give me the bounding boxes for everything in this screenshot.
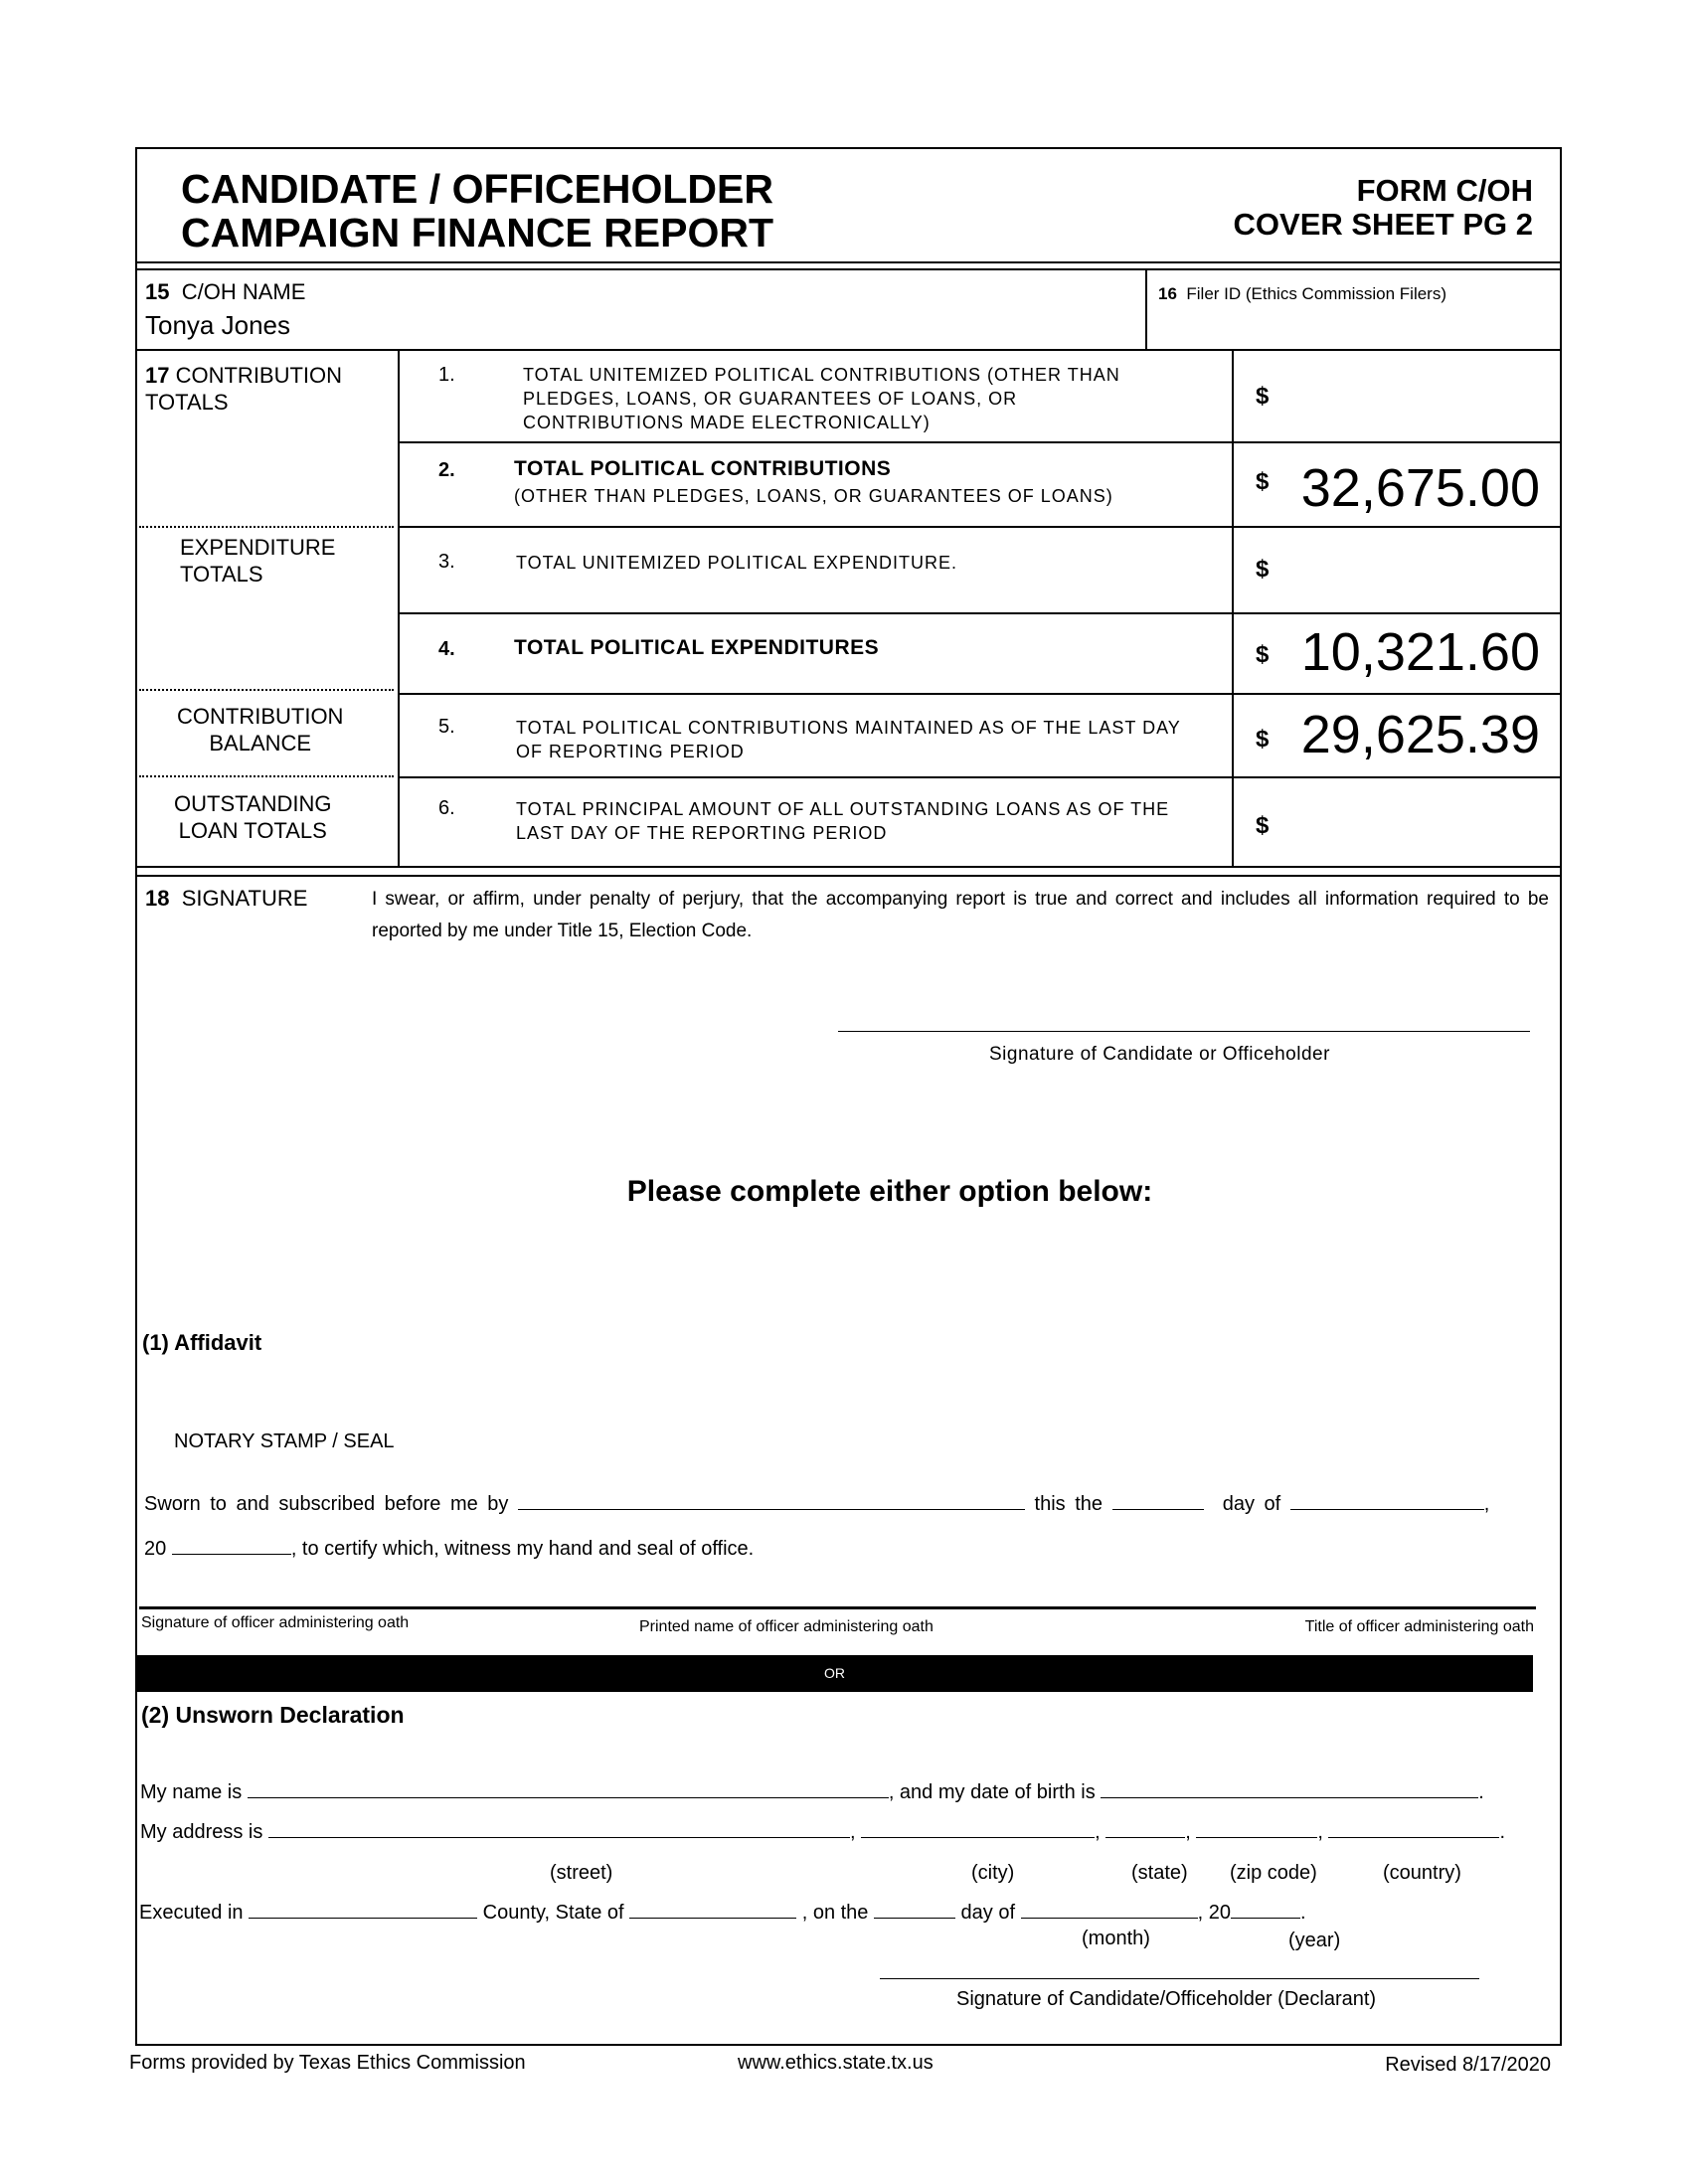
signature-statement: I swear, or affirm, under penalty of perjury, that the accompanying report is true and correct and includes all information required to be reported by me under Title 15, Election Code.: [372, 889, 1549, 941]
row-number: 2.: [438, 459, 455, 481]
city-caption: (city): [971, 1862, 1015, 1884]
currency-symbol: $: [1256, 468, 1270, 495]
month-field[interactable]: [1290, 1490, 1484, 1510]
currency-symbol: $: [1256, 726, 1270, 753]
row-description: TOTAL PRINCIPAL AMOUNT OF ALL OUTSTANDING LOANS AS OF THE LAST DAY OF THE REPORTING PERIOD: [516, 799, 1170, 843]
officer-name-caption: Printed name of officer administering oath: [639, 1618, 934, 1635]
officer-signature-caption: Signature of officer administering oath: [141, 1614, 410, 1631]
state-of-field[interactable]: [629, 1899, 796, 1919]
signature-label: 18 SIGNATURE: [145, 886, 308, 911]
or-divider-bar: OR: [136, 1655, 1533, 1692]
form-title-line1: CANDIDATE / OFFICEHOLDER: [181, 166, 774, 212]
row-number: 1.: [438, 364, 455, 386]
amount-field[interactable]: 10,321.60: [1300, 622, 1540, 682]
affidavit-heading: (1) Affidavit: [142, 1330, 262, 1355]
officer-signature-line[interactable]: [139, 1606, 1536, 1609]
state-caption: (state): [1131, 1862, 1188, 1884]
executed-line: Executed in County, State of , on the day of , 20 .: [139, 1897, 1306, 1929]
address-line: My address is , , , , .: [140, 1816, 1505, 1848]
divider: [135, 349, 1562, 351]
footer-revision: Revised 8/17/2020: [1385, 2054, 1551, 2076]
country-field[interactable]: [1328, 1818, 1499, 1838]
street-caption: (street): [550, 1862, 613, 1884]
form-title-line2: CAMPAIGN FINANCE REPORT: [181, 210, 774, 255]
name-label: 15 C/OH NAME: [145, 279, 306, 304]
year-caption: (year): [1288, 1930, 1341, 1951]
filer-id-label: 16 Filer ID (Ethics Commission Filers): [1158, 284, 1447, 303]
name-dob-line: My name is , and my date of birth is .: [140, 1776, 1484, 1808]
currency-symbol: $: [1256, 812, 1270, 839]
row-description: TOTAL POLITICAL CONTRIBUTIONS MAINTAINED AS OF THE LAST DAY OF REPORTING PERIOD: [516, 718, 1181, 761]
divider: [398, 350, 400, 867]
signature-caption: Signature of Candidate or Officeholder: [989, 1044, 1330, 1065]
divider: [1232, 350, 1234, 867]
declaration-heading: (2) Unsworn Declaration: [141, 1702, 405, 1728]
officer-title-caption: Title of officer administering oath: [1304, 1618, 1534, 1635]
month-caption: (month): [1082, 1928, 1150, 1949]
amount-field[interactable]: 32,675.00: [1300, 458, 1540, 518]
divider: [1145, 269, 1147, 349]
form-id: FORM C/OH: [1356, 173, 1533, 208]
row-number: 3.: [438, 551, 455, 573]
group-expenditure-totals: EXPENDITURE TOTALS: [180, 535, 336, 587]
footer-provider: Forms provided by Texas Ethics Commission: [129, 2052, 526, 2074]
dob-field[interactable]: [1101, 1778, 1478, 1798]
street-field[interactable]: [268, 1818, 850, 1838]
amount-field[interactable]: 29,625.39: [1300, 705, 1540, 764]
divider: [135, 268, 1562, 270]
options-heading: Please complete either option below:: [626, 1175, 1153, 1208]
executed-year-field[interactable]: [1231, 1899, 1300, 1919]
zip-caption: (zip code): [1230, 1862, 1317, 1884]
executed-day-field[interactable]: [874, 1899, 955, 1919]
declarant-signature-caption: Signature of Candidate/Officeholder (Declarant): [956, 1988, 1377, 2010]
day-field[interactable]: [1112, 1490, 1204, 1510]
footer-website-link[interactable]: www.ethics.state.tx.us: [738, 2052, 934, 2074]
city-field[interactable]: [861, 1818, 1095, 1838]
name-value[interactable]: Tonya Jones: [145, 310, 290, 340]
declarant-signature-line[interactable]: [880, 1978, 1479, 1979]
row-number: 4.: [438, 638, 455, 660]
group-contribution-balance: CONTRIBUTION BALANCE: [177, 704, 344, 756]
country-caption: (country): [1383, 1862, 1461, 1884]
year-field[interactable]: [172, 1535, 291, 1555]
row-number: 6.: [438, 797, 455, 819]
group-outstanding-loans: OUTSTANDING LOAN TOTALS: [174, 791, 332, 843]
row-description: TOTAL UNITEMIZED POLITICAL EXPENDITURE.: [516, 553, 958, 573]
group-contribution-totals: 17 CONTRIBUTION TOTALS: [145, 363, 343, 415]
row-description: (OTHER THAN PLEDGES, LOANS, OR GUARANTEES OF LOANS): [514, 486, 1113, 506]
state-field[interactable]: [1105, 1818, 1185, 1838]
zip-field[interactable]: [1196, 1818, 1317, 1838]
row-number: 5.: [438, 716, 455, 738]
currency-symbol: $: [1256, 556, 1270, 583]
divider: [135, 261, 1562, 263]
sworn-line: Sworn to and subscribed before me by this the day of ,: [144, 1488, 1489, 1520]
sworn-by-field[interactable]: [518, 1490, 1025, 1510]
notary-stamp-label: NOTARY STAMP / SEAL: [174, 1430, 395, 1452]
form-subtitle: COVER SHEET PG 2: [1233, 207, 1533, 242]
signature-line[interactable]: [838, 1031, 1530, 1032]
certify-line: 20 , to certify which, witness my hand and seal of office.: [144, 1533, 754, 1565]
declarant-name-field[interactable]: [248, 1778, 889, 1798]
currency-symbol: $: [1256, 641, 1270, 668]
county-field[interactable]: [249, 1899, 477, 1919]
row-title: TOTAL POLITICAL CONTRIBUTIONS: [514, 457, 892, 480]
row-title: TOTAL POLITICAL EXPENDITURES: [514, 636, 880, 659]
row-description: TOTAL UNITEMIZED POLITICAL CONTRIBUTIONS (OTHER THAN PLEDGES, LOANS, OR GUARANTEES OF LOANS, OR CONTRIBUTIONS MADE ELECTRONICALLY): [523, 365, 1120, 432]
currency-symbol: $: [1256, 383, 1270, 410]
executed-month-field[interactable]: [1021, 1899, 1198, 1919]
